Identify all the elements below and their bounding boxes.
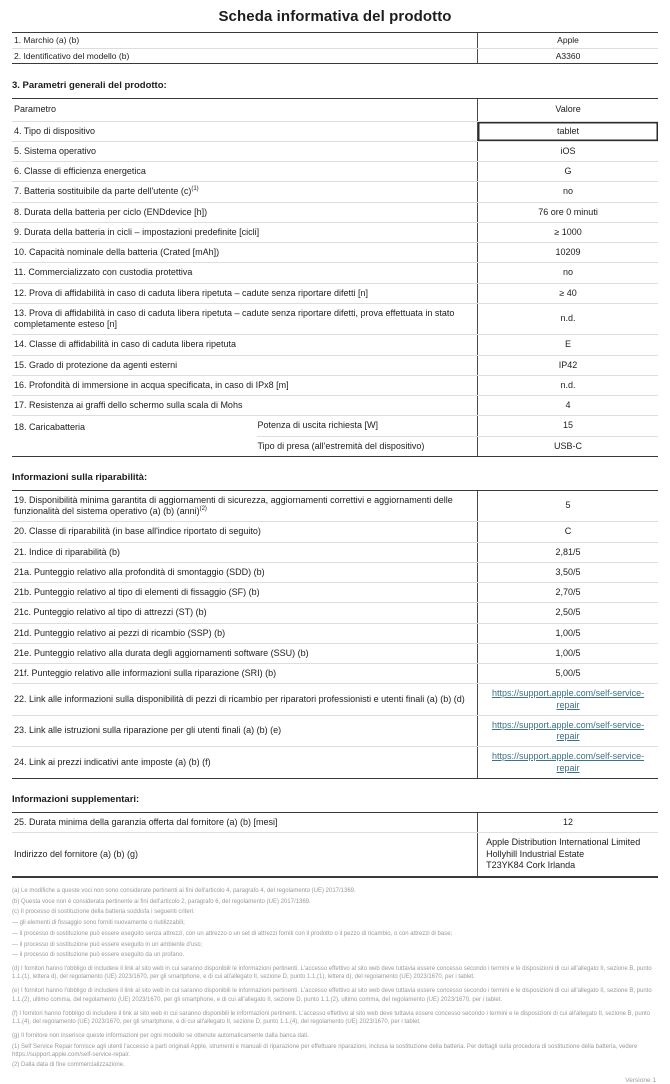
selected-value-box [477,122,658,141]
table-row [12,491,658,523]
table-row [12,624,658,644]
table-row [12,49,658,64]
row-value: 10209 [555,247,581,257]
footnote: (2) Dalla data di fine commercializzazione. [12,1062,125,1069]
footnote: (c) Il processo di sostituzione della batteria soddisfa i seguenti criteri: [12,909,195,916]
row-value: ≥ 1000 [554,226,582,237]
row-value: n.d. [560,313,576,324]
row-label: 21d. Punteggio relativo ai pezzi di ricambio (SSP) (b) [14,627,226,638]
section-heading-repairability: Informazioni sulla riparabilità: [12,471,148,483]
row-label: 8. Durata della batteria per ciclo (ENDdevice [h]) [14,206,208,217]
row-value: tablet [557,125,580,136]
table-row [12,833,658,876]
row-label: 21a. Punteggio relativo alla profondità di smontaggio (SDD) (b) [14,566,265,577]
row-sublabel: Potenza di uscita richiesta [W] [257,420,379,431]
table-row [12,203,658,223]
table-row [12,263,658,283]
row-label: 21c. Punteggio relativo al tipo di attrezzi (ST) (b) [14,607,207,618]
row-value: 2,70/5 [555,587,581,597]
row-value: C [564,526,572,537]
row-value: IP42 [558,359,578,370]
row-value: G [564,166,572,176]
table-row [12,376,658,396]
row-value: USB-C [553,440,582,451]
version-label: Versione 1 [625,1077,656,1084]
row-label: 1. Marchio (a) (b) [14,35,80,45]
table-row [12,396,658,416]
table-row [12,684,658,716]
spare-parts-info-link[interactable]: https://support.apple.com/self-service-repair [492,688,645,710]
row-label: 7. Batteria sostituibile da parte dell'utente $(c)^{(1)}$ [14,186,199,197]
table-row [12,356,658,376]
row-label: 9. Durata della batteria in cicli – impostazioni predefinite [cicli] [14,226,260,237]
row-value: 12 [563,816,574,827]
row-value: ≥ 40 [559,287,577,298]
page-title: Scheda informativa del prodotto [218,8,452,25]
table-row [12,644,658,664]
row-value: 5 [565,500,571,511]
row-label: 18. Caricabatteria [14,422,86,433]
general-parameters-table [12,98,658,457]
footnote: (1) Self Service Repair fornisce agli utenti l'accesso a parti originali Apple, strumenti e manuali di riparazione per effettuare riparazioni, inclusa la sostituzione della batteria. Per dettagli sulla procedura di sostituzione della batteria, vedere https://support.apple.com/self-service-repair. [12,1043,638,1058]
table-row [12,747,658,778]
row-value: 4 [565,400,571,410]
supplementary-table [12,812,658,878]
table-row [12,223,658,243]
row-label: 15. Grado di protezione da agenti esterni [14,359,178,370]
row-value: 5,00/5 [555,668,581,678]
supplier-address-line: Apple Distribution International Limited [486,837,641,847]
table-header-row [12,99,658,121]
row-value: iOS [560,145,576,156]
footnote: (b) Questa voce non è considerata pertinente ai fini dell'articolo 2, paragrafo 6, del regolamento (UE) 2017/1369. [12,898,311,905]
footnote: (f) I fornitori hanno l'obbligo di includere il link al sito web in cui saranno disponibili le informazioni pertinenti. L'accesso effettivo al sito web deve tuttavia essere concesso secondo i termini e le disposizioni di cui all'allegato II, sezione B, punto 1.1.(4), del regolamento (UE) 2023/1670, per gli smartphone, e di cui all'allegato II, sezione D, punto 1.1.(4), del regolamento (UE) 2023/1670, per i tablet. [12,1010,651,1025]
row-label: 4. Tipo di dispositivo [14,125,96,136]
indicative-prices-link[interactable]: https://support.apple.com/self-service-repair [492,751,645,773]
column-header-param: Parametro [14,104,57,115]
section-heading-supplementary: Informazioni supplementari: [12,793,140,805]
footnote-ref: (2) [199,506,207,512]
identification-table [12,32,658,64]
table-row [12,284,658,304]
table-row [12,543,658,563]
row-value: 1,00/5 [555,627,581,638]
row-value: 76 ore 0 minuti [538,206,598,217]
row-label: 10. Capacità nominale della batteria (Crated [mAh]) [14,247,220,257]
row-value: 2,81/5 [555,546,581,557]
repairability-table [12,490,658,779]
row-label: 17. Resistenza ai graffi dello schermo sulla scala di Mohs [14,400,243,410]
row-sublabel: Tipo di presa (all'estremità del dispositivo) [257,440,425,451]
supplier-address-line: Hollyhill Industrial Estate [486,848,585,859]
table-row [12,603,658,623]
footnote-criterion: — il processo di sostituzione può essere eseguito in un ambiente d'uso; [12,941,203,948]
row-label: 19. Disponibilità minima garantita di aggiornamenti di sicurezza, aggiornamenti correttivi e aggiornamenti delle funzionalità del sistema operativo (a) (b) (anni)$^{(2)}$ [14,494,453,516]
footnotes [12,887,658,1069]
footnote-criterion: — il processo di sostituzione può essere eseguito da un profano. [12,952,185,959]
row-label: 13. Prova di affidabilità in caso di caduta libera ripetuta – cadute senza riportare difetti, prova effettuata in stato completamente esteso [n] [14,307,455,329]
repair-instructions-link[interactable]: https://support.apple.com/self-service-repair [492,719,645,741]
row-value: 2,50/5 [555,607,581,618]
section-heading-general: 3. Parametri generali del prodotto: [12,80,167,92]
row-label: 12. Prova di affidabilità in caso di caduta libera ripetuta – cadute senza riportare difetti [n] [14,287,369,298]
table-row [12,182,658,202]
row-value: Apple [557,35,579,45]
table-row [12,335,658,355]
table-row [12,122,658,142]
footnote: (d) I fornitori hanno l'obbligo di includere il link al sito web in cui saranno disponibili le informazioni pertinenti. L'accesso effettivo al sito web deve tuttavia essere concesso secondo i termini e le disposizioni di cui all'allegato II, sezione B, punto 1.1.(1), lettera d), del regolamento (UE) 2023/1670, per gli smartphone, e di cui all'allegato II, sezione D, punto 1.1.(1), lettera d), del regolamento (UE) 2023/1670, per i tablet. [12,966,652,981]
table-row [12,583,658,603]
row-label: Indirizzo del fornitore (a) (b) (g) [14,848,139,859]
table-row [12,162,658,182]
row-label: 11. Commercializzato con custodia protettiva [14,267,193,278]
table-row [12,33,658,49]
row-value: n.d. [560,379,576,390]
charger-sub-row [257,437,658,456]
table-row [12,664,658,684]
row-label: 21f. Punteggio relativo alle informazioni sulla riparazione (SRI) (b) [14,668,277,678]
table-row [12,522,658,542]
table-row-charger [12,416,658,456]
row-value: E [565,339,572,350]
footnote-criterion: — gli elementi di fissaggio sono forniti nuovamente o riutilizzabili; [12,920,185,927]
row-label: 21. Indice di riparabilità (b) [14,546,121,557]
footnote: (a) Le modifiche a queste voci non sono considerate pertinenti ai fini dell'articolo 4, paragrafo 4, del regolamento (UE) 2017/1369. [12,888,356,895]
row-value: 15 [562,420,573,431]
table-row [12,716,658,748]
row-label: 14. Classe di affidabilità in caso di caduta libera ripetuta [14,339,236,350]
row-label: 20. Classe di riparabilità (in base all'indice riportato di seguito) [14,526,261,537]
row-label: 25. Durata minima della garanzia offerta dal fornitore (a) (b) [mesi] [14,816,278,827]
row-label: 6. Classe di efficienza energetica [14,166,146,176]
footnote: (g) Il fornitore non inserisce queste informazioni per ogni modello se ottenute automaticamente dalla banca dati. [12,1032,309,1039]
footnote-criterion: — il processo di sostituzione può essere eseguito senza attrezzi, con un attrezzo o un set di attrezzi forniti con il prodotto o il pezzo di ricambio, o con attrezzi di base; [12,930,453,937]
row-label: 23. Link alle istruzioni sulla riparazione per gli utenti finali (a) (b) (e) [14,725,282,736]
table-row [12,142,658,162]
table-row [12,243,658,263]
row-value: 1,00/5 [555,647,581,658]
supplier-address-line: T23YK84 Cork Irlanda [486,860,576,871]
supplier-address [477,833,658,876]
row-label: 22. Link alle informazioni sulla disponibilità di pezzi di ricambio per riparatori professionisti e utenti finali (a) (b) (d) [14,693,465,704]
row-label: 21b. Punteggio relativo al tipo di elementi di fissaggio (SF) (b) [14,587,260,597]
row-label: 24. Link ai prezzi indicativi ante imposte (a) (b) (f) [14,756,211,767]
footnote-ref: (1) [191,186,199,193]
row-label: 5. Sistema operativo [14,145,97,156]
row-label: 21e. Punteggio relativo alla durata degli aggiornamenti software (SSU) (b) [14,647,309,658]
row-value: 3,50/5 [555,566,581,577]
row-value: no [563,186,574,197]
row-label: 2. Identificativo del modello (b) [14,50,130,61]
table-row [12,304,658,336]
row-value: A3360 [555,50,581,61]
row-label: 16. Profondità di immersione in acqua specificata, in caso di IPx8 [m] [14,379,289,390]
row-value: no [563,267,574,278]
table-row [12,563,658,583]
table-row [12,813,658,833]
charger-sub-row [257,416,658,436]
footnote: (e) I fornitori hanno l'obbligo di includere il link al sito web in cui saranno disponibili le informazioni pertinenti. L'accesso effettivo al sito web deve tuttavia essere concesso secondo i termini e le disposizioni di cui all'allegato II, sezione B, punto 1.1.(2), ultimo comma, del regolamento (UE) 2023/1670, per gli smartphone, e di cui all'allegato II, sezione D, punto 1.1.(2), ultimo comma, del regolamento (UE) 2023/1670, per i tablet. [12,988,652,1003]
column-header-value: Valore [555,104,581,115]
